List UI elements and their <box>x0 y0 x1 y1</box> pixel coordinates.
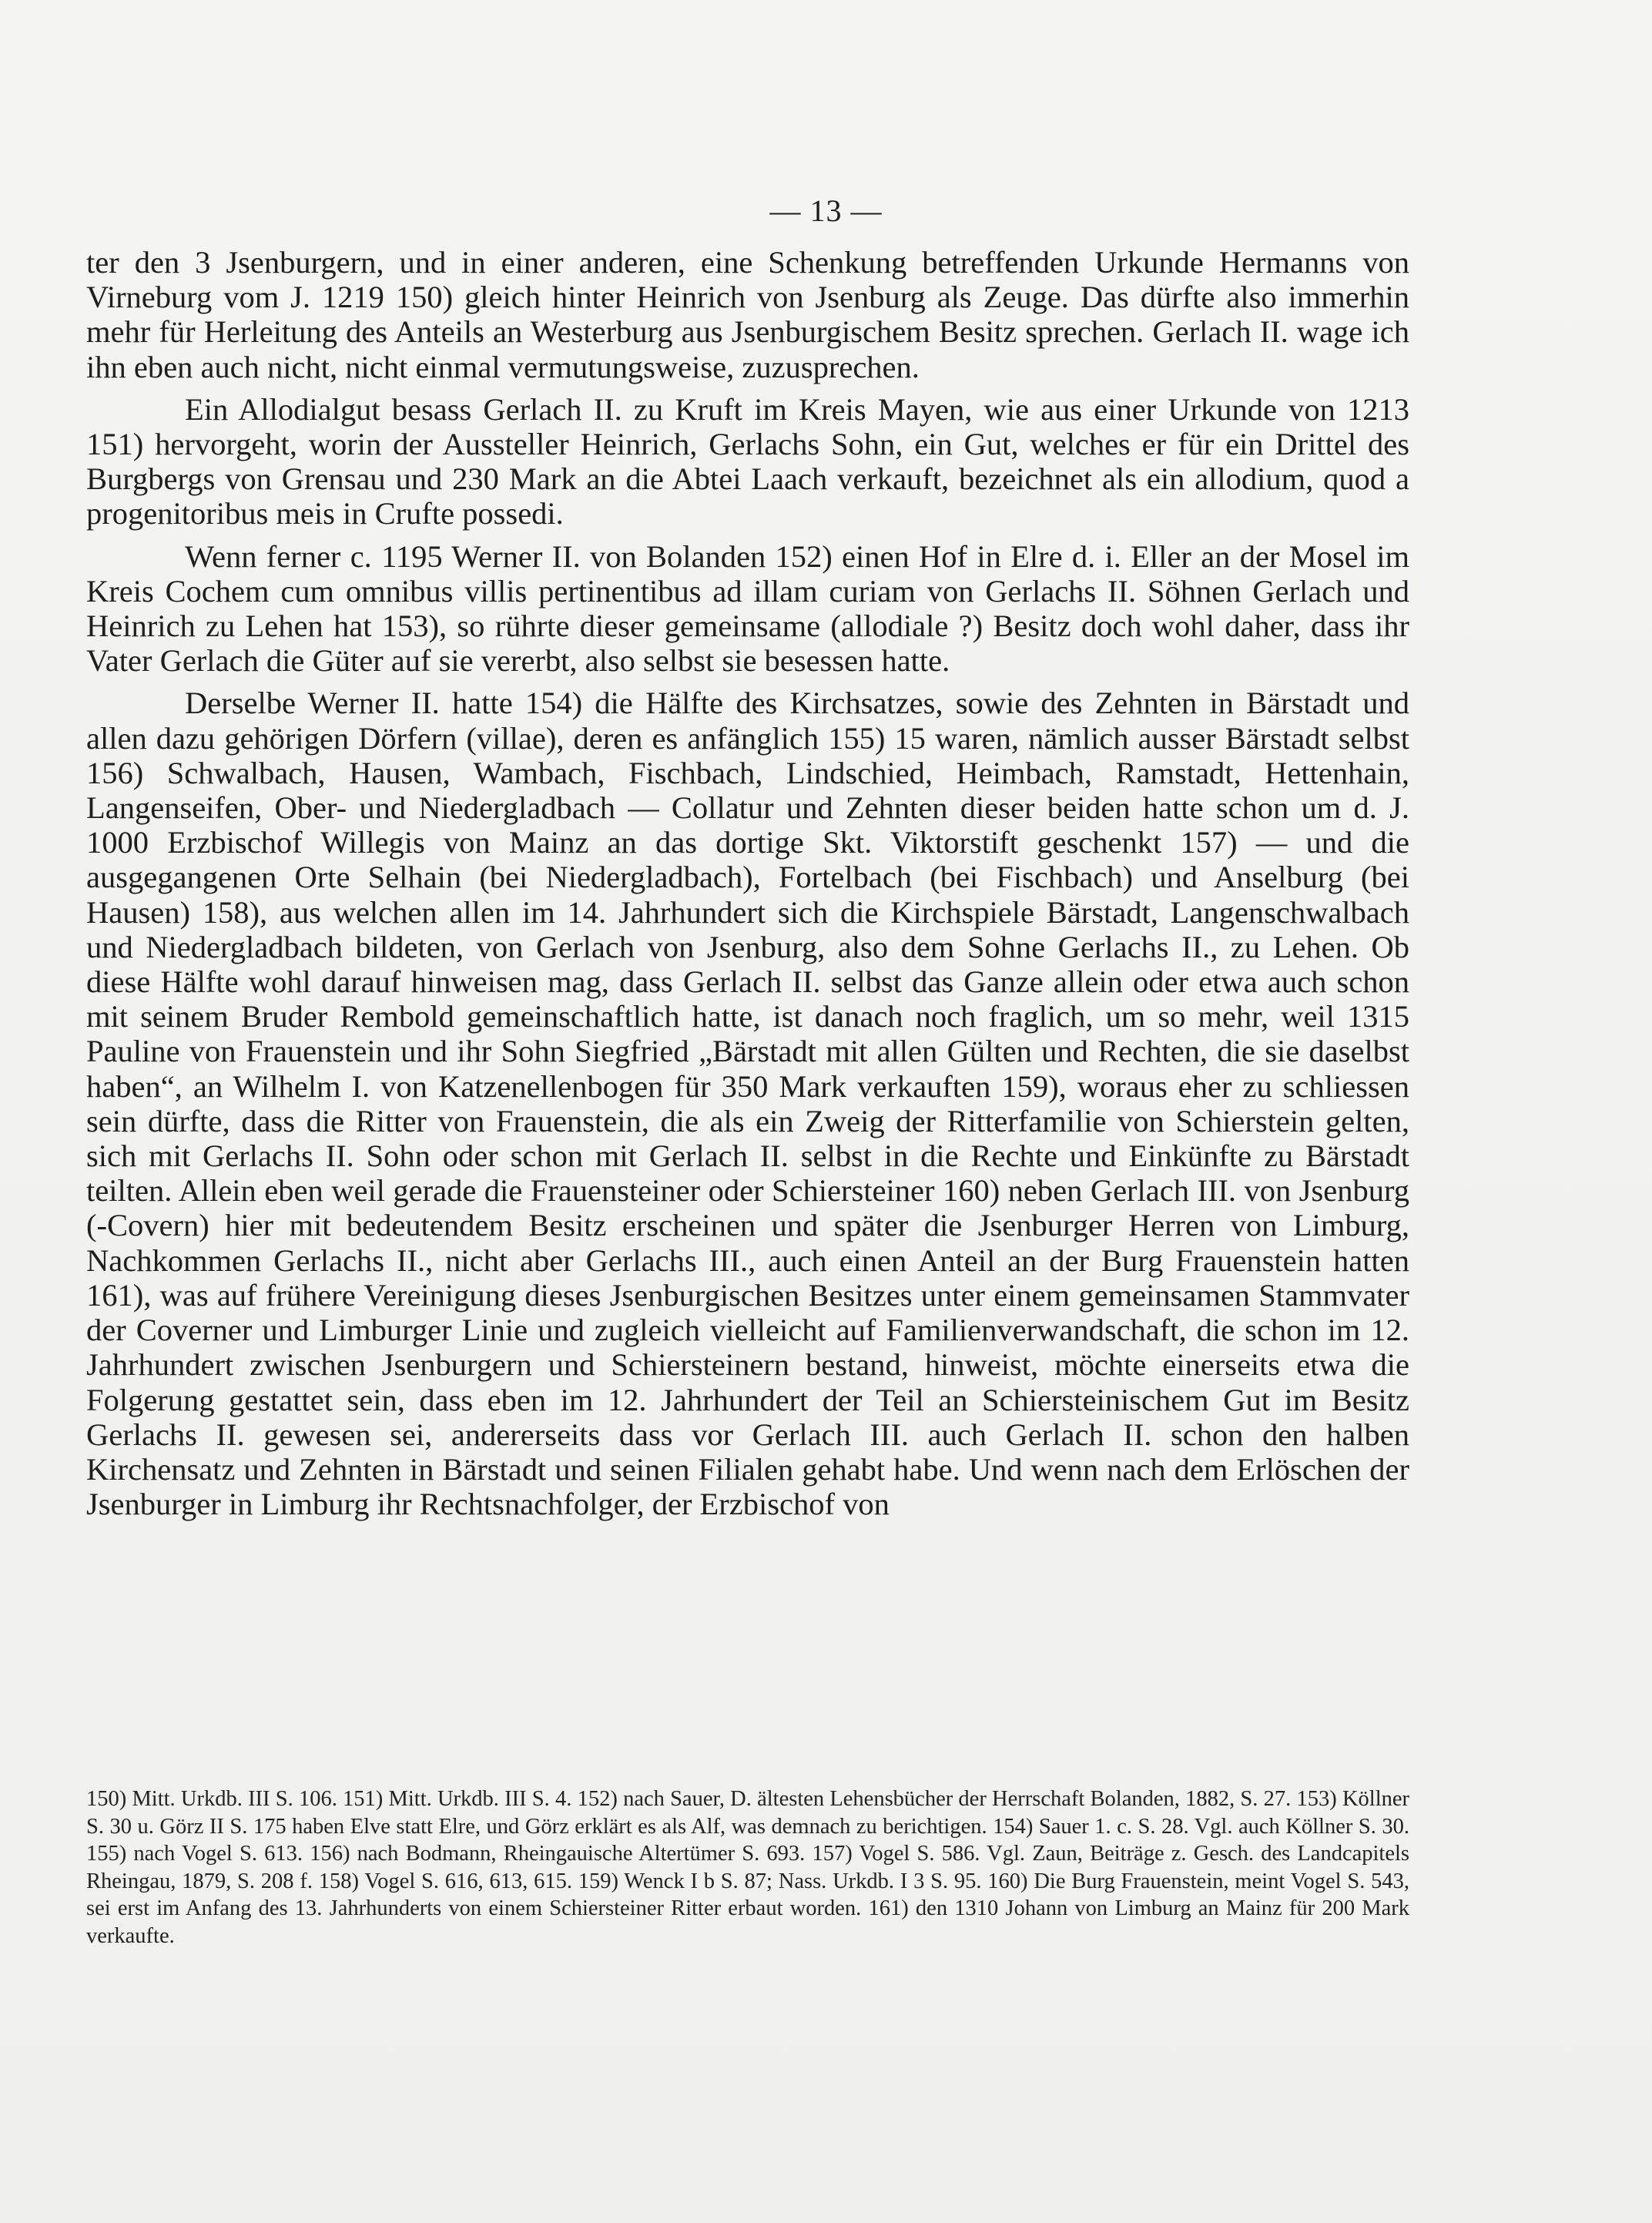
body-text <box>86 245 1409 1529</box>
paragraph-1: ter den 3 Jsenburgern, und in einer anderen, eine Schenkung betreffenden Urkunde Hermanns von Virneburg vom J. 1219 150) gleich hinter Heinrich von Jsenburg als Zeuge. Das dürfte also immerhin mehr für Herleitung des Anteils an Westerburg aus Jsenburgischem Besitz sprechen. Gerlach II. wage ich ihn eben auch nicht, nicht einmal vermutungsweise, zuzusprechen. <box>86 245 1409 384</box>
page-number: — 13 — <box>769 193 883 228</box>
footnote-text: 150) Mitt. Urkdb. III S. 106. 151) Mitt. Urkdb. III S. 4. 152) nach Sauer, D. ältesten Lehensbücher der Herrschaft Bolanden, 1882, S. 27. 153) Köllner S. 30 u. Görz II S. 175 haben Elve statt Elre, und Görz erklärt es als Alf, was demnach zu berichtigen. 154) Sauer 1. c. S. 28. Vgl. auch Köllner S. 30. 155) nach Vogel S. 613. 156) nach Bodmann, Rheingauische Altertümer S. 693. 157) Vogel S. 586. Vgl. Zaun, Beiträge z. Gesch. des Landcapitels Rheingau, 1879, S. 208 f. 158) Vogel S. 616, 613, 615. 159) Wenck I b S. 87; Nass. Urkdb. I 3 S. 95. 160) Die Burg Frauenstein, meint Vogel S. 543, sei erst im Anfang des 13. Jahrhunderts von einem Schiersteiner Ritter erbaut worden. 161) den 1310 Johann von Limburg an Mainz für 200 Mark verkaufte. <box>86 1787 1409 1948</box>
paragraph-2: Ein Allodialgut besass Gerlach II. zu Kruft im Kreis Mayen, wie aus einer Urkunde von 1213 151) hervorgeht, worin der Aussteller Heinrich, Gerlachs Sohn, ein Gut, welches er für ein Drittel des Burgbergs von Grensau und 230 Mark an die Abtei Laach verkauft, bezeichnet als ein allodium, quod a progenitoribus meis in Crufte possedi. <box>86 391 1409 531</box>
paragraph-4: Derselbe Werner II. hatte 154) die Hälfte des Kirchsatzes, sowie des Zehnten in Bärstadt und allen dazu gehörigen Dörfern (villae), deren es anfänglich 155) 15 waren, nämlich ausser Bärstadt selbst 156) Schwalbach, Hausen, Wambach, Fischbach, Lindschied, Heimbach, Ramstadt, Hettenhain, Langenseifen, Ober- und Niedergladbach — Collatur und Zehnten dieser beiden hatte schon um d. J. 1000 Erzbischof Willegis von Mainz an das dortige Skt. Viktorstift geschenkt 157) — und die ausgegangenen Orte Selhain (bei Niedergladbach), Fortelbach (bei Fischbach) und Anselburg (bei Hausen) 158), aus welchen allen im 14. Jahrhundert sich die Kirchspiele Bärstadt, Langenschwalbach und Niedergladbach bildeten, von Gerlach von Jsenburg, also dem Sohne Gerlachs II., zu Lehen. Ob diese Hälfte wohl darauf hinweisen mag, dass Gerlach II. selbst das Ganze allein oder etwa auch schon mit seinem Bruder Rembold gemeinschaftlich hatte, ist danach noch fraglich, um so mehr, weil 1315 Pauline von Frauenstein und ihr Sohn Siegfried „Bärstadt mit allen Gülten und Rechten, die sie daselbst haben“, an Wilhelm I. von Katzenellenbogen für 350 Mark verkauften 159), woraus eher zu schliessen sein dürfte, dass die Ritter von Frauenstein, die als ein Zweig der Ritterfamilie von Schierstein gelten, sich mit Gerlachs II. Sohn oder schon mit Gerlach II. selbst in die Rechte und Einkünfte zu Bärstadt teilten. Allein eben weil gerade die Frauensteiner oder Schiersteiner 160) neben Gerlach III. von Jsenburg (-Covern) hier mit bedeutendem Besitz erscheinen und später die Jsenburger Herren von Limburg, Nachkommen Gerlachs II., nicht aber Gerlachs III., auch einen Anteil an der Burg Frauenstein hatten 161), was auf frühere Vereinigung dieses Jsenburgischen Besitzes unter einem gemeinsamen Stammvater der Coverner und Limburger Linie und zugleich vielleicht auf Familienverwandschaft, die schon im 12. Jahrhundert zwischen Jsenburgern und Schiersteinern bestand, hinweist, möchte einerseits etwa die Folgerung gestattet sein, dass eben im 12. Jahrhundert der Teil an Schiersteinischem Gut im Besitz Gerlachs II. gewesen sei, andererseits dass vor Gerlach III. auch Gerlach II. schon den halben Kirchensatz und Zehnten in Bärstadt und seinen Filialen gehabt habe. Und wenn nach dem Erlöschen der Jsenburger in Limburg ihr Rechtsnachfolger, der Erzbischof von <box>86 686 1409 1522</box>
paragraph-3: Wenn ferner c. 1195 Werner II. von Bolanden 152) einen Hof in Elre d. i. Eller an der Mosel im Kreis Cochem cum omnibus villis pertinentibus ad illam curiam von Gerlachs II. Söhnen Gerlach und Heinrich zu Lehen hat 153), so rührte dieser gemeinsame (allodiale ?) Besitz doch wohl daher, dass ihr Vater Gerlach die Güter auf sie vererbt, also selbst sie besessen hatte. <box>86 538 1409 679</box>
footnotes <box>86 1785 1409 1950</box>
